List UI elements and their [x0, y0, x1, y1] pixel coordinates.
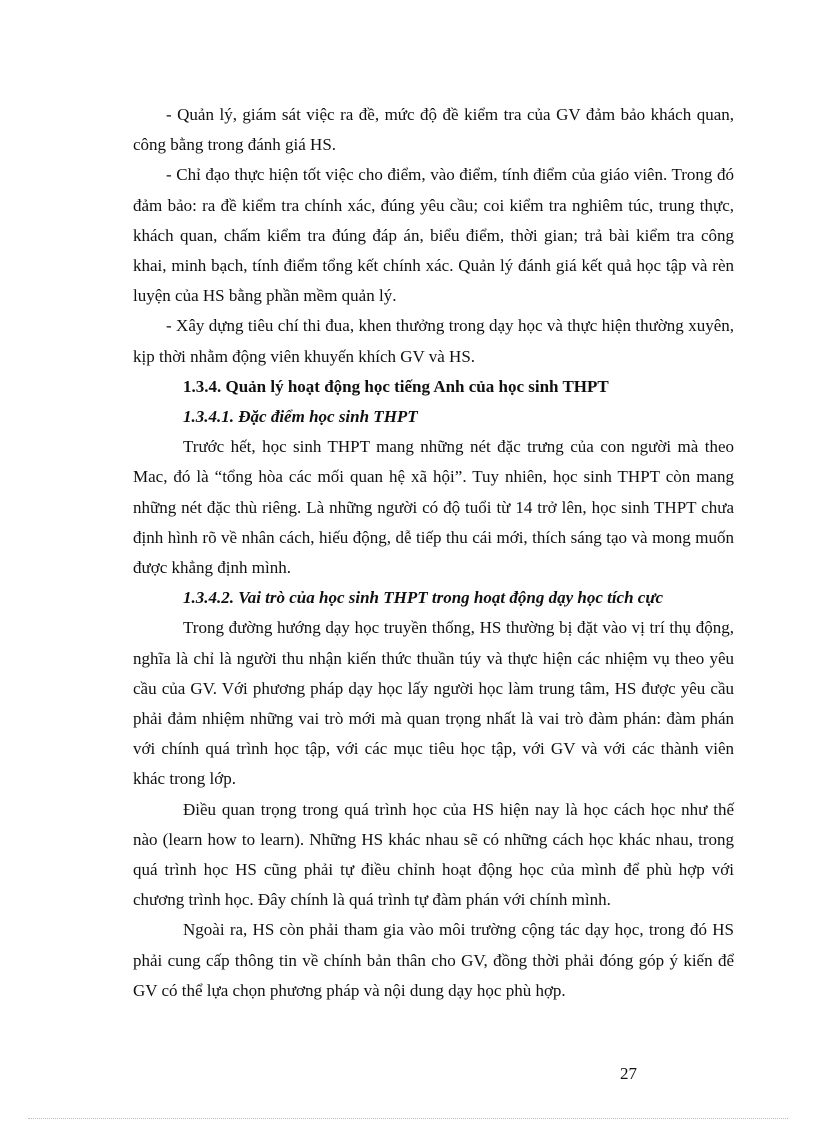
paragraph-student-characteristics: Trước hết, học sinh THPT mang những nét đặc trưng của con người mà theo Mac, đó là “tổng hòa các mối quan hệ xã hội”. Tuy nhiên, học sinh THPT còn mang những nét đặc thù riêng. Là những người có độ tuổi từ 14 trở lên, học sinh THPT chưa định hình rõ về nhân cách, hiếu động, dễ tiếp thu cái mới, thích sáng tạo và mong muốn được khẳng định mình.: [133, 437, 734, 578]
footer-divider: [28, 1118, 788, 1119]
bullet-paragraph-exam-supervision: - Quản lý, giám sát việc ra đề, mức độ đề kiểm tra của GV đảm bảo khách quan, công bằng trong đánh giá HS.: [133, 105, 734, 155]
bullet-paragraph-emulation: - Xây dựng tiêu chí thi đua, khen thưởng trong dạy học và thực hiện thường xuyên, kịp thời nhằm động viên khuyến khích GV và HS.: [133, 316, 734, 366]
section-heading-1-3-4: 1.3.4. Quản lý hoạt động học tiếng Anh của học sinh THPT: [183, 376, 609, 396]
paragraph-learn-how-to-learn: Điều quan trọng trong quá trình học của HS hiện nay là học cách học như thế nào (learn how to learn). Những HS khác nhau sẽ có những cách học khác nhau, trong quá trình học HS cũng phải tự điều chỉnh hoạt động học của mình để phù hợp với chương trình học. Đây chính là quá trình tự đàm phán với chính mình.: [133, 799, 734, 910]
subsection-heading-1-3-4-1: 1.3.4.1. Đặc điểm học sinh THPT: [183, 407, 418, 427]
bullet-paragraph-grading: - Chỉ đạo thực hiện tốt việc cho điểm, vào điểm, tính điểm của giáo viên. Trong đó đảm bảo: ra đề kiểm tra chính xác, đúng yêu cầu; coi kiểm tra nghiêm túc, trung thực, khách quan, chấm kiểm tra đúng đáp án, biểu điểm, thời gian; trả bài kiểm tra công khai, minh bạch, tính điểm tổng kết chính xác. Quản lý đánh giá kết quả học tập và rèn luyện của HS bằng phần mềm quản lý.: [133, 165, 734, 306]
subsection-heading-1-3-4-2: 1.3.4.2. Vai trò của học sinh THPT trong hoạt động dạy học tích cực: [183, 588, 664, 608]
page-number: 27: [620, 1064, 637, 1083]
document-body: [133, 100, 734, 1006]
paragraph-traditional-teaching: Trong đường hướng dạy học truyền thống, HS thường bị đặt vào vị trí thụ động, nghĩa là chỉ là người thu nhận kiến thức thuần túy và thực hiện các nhiệm vụ theo yêu cầu của GV. Với phương pháp dạy học lấy người học làm trung tâm, HS được yêu cầu phải đảm nhiệm những vai trò mới mà quan trọng nhất là vai trò đàm phán: đàm phán với chính quá trình học tập, với các mục tiêu học tập, với GV và với các thành viên khác trong lớp.: [133, 618, 734, 789]
paragraph-collaboration: Ngoài ra, HS còn phải tham gia vào môi trường cộng tác dạy học, trong đó HS phải cung cấp thông tin về chính bản thân cho GV, đồng thời phải đóng góp ý kiến để GV có thể lựa chọn phương pháp và nội dung dạy học phù hợp.: [133, 920, 734, 1000]
